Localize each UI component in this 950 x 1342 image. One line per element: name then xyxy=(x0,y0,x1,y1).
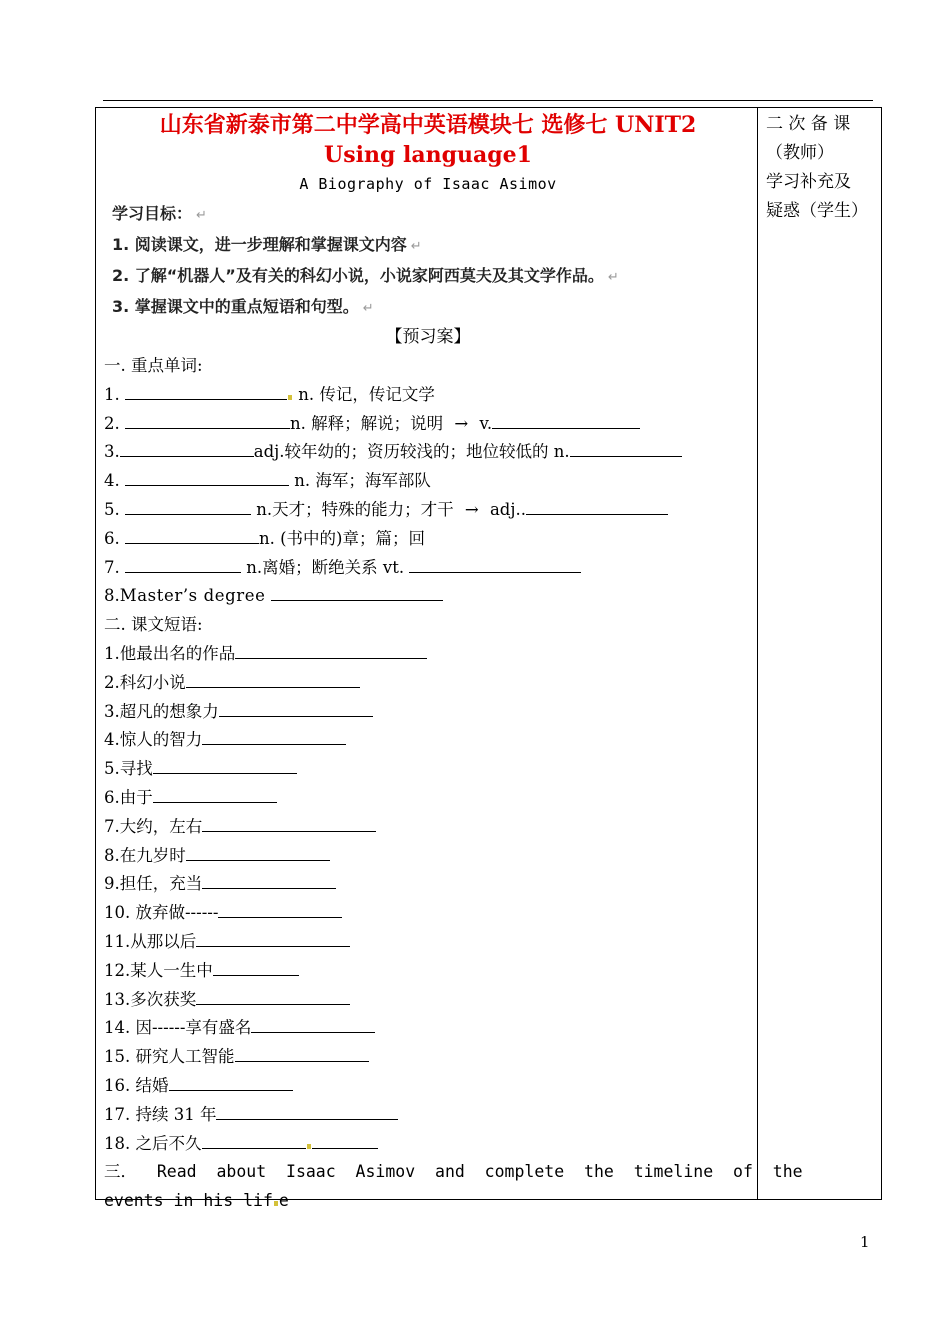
answer-blank[interactable] xyxy=(409,554,581,573)
marker-dot xyxy=(307,1144,311,1149)
vocab-item-3: 3. adj.较年幼的；资历较浅的；地位较低的 n. xyxy=(104,438,752,467)
answer-blank[interactable] xyxy=(125,381,287,400)
answer-blank[interactable] xyxy=(235,640,427,659)
phrase-item-2: 2.科幻小说 xyxy=(104,669,752,698)
phrase-item-5: 5.寻找 xyxy=(104,755,752,784)
phrase-item-17: 17. 持续 31 年 xyxy=(104,1101,752,1130)
side-label-2: （教师） xyxy=(766,143,834,163)
phrase-item-6: 6.由于 xyxy=(104,784,752,813)
return-mark-icon: ↵ xyxy=(196,208,207,223)
marker-dot xyxy=(274,1201,278,1206)
learning-goals xyxy=(112,199,752,323)
answer-blank[interactable] xyxy=(186,669,360,688)
phrase-item-1: 1.他最出名的作品 xyxy=(104,640,752,669)
top-rule xyxy=(103,100,873,101)
answer-blank[interactable] xyxy=(213,957,299,976)
answer-blank[interactable] xyxy=(169,1072,293,1091)
phrase-item-4: 4.惊人的智力 xyxy=(104,726,752,755)
side-label-4: 疑惑（学生） xyxy=(766,201,868,221)
vocab-item-4: 4. n. 海军；海军部队 xyxy=(104,467,752,496)
vocab-item-6: 6. n. (书中的)章；篇；回 xyxy=(104,525,752,554)
arrow-right-icon: → xyxy=(464,499,479,519)
side-column xyxy=(766,110,878,226)
answer-blank[interactable] xyxy=(125,410,290,429)
return-mark-icon: ↵ xyxy=(362,301,374,316)
vocab-item-1: 1. n. 传记，传记文学 xyxy=(104,381,752,410)
phrase-item-12: 12.某人一生中 xyxy=(104,957,752,986)
phrase-item-16: 16. 结婚 xyxy=(104,1072,752,1101)
vocab-item-7: 7. n.离婚；断绝关系 vt. xyxy=(104,554,752,583)
return-mark-icon: ↵ xyxy=(607,270,619,285)
answer-blank[interactable] xyxy=(153,784,277,803)
title-line-1: 山东省新泰市第二中学高中英语模块七 选修七 UNIT2 xyxy=(159,112,697,138)
answer-blank[interactable] xyxy=(312,1130,378,1149)
answer-blank[interactable] xyxy=(125,496,251,515)
goal-item: 2. 了解“机器人”及有关的科幻小说，小说家阿西莫夫及其文学作品。 ↵ xyxy=(112,266,619,285)
section1-heading: 一. 重点单词: xyxy=(104,356,203,375)
phrase-item-11: 11.从那以后 xyxy=(104,928,752,957)
phrase-item-10: 10. 放弃做------ xyxy=(104,899,752,928)
answer-blank[interactable] xyxy=(125,467,289,486)
marker-dot xyxy=(288,395,292,400)
answer-blank[interactable] xyxy=(202,1130,306,1149)
subtitle: A Biography of Isaac Asimov xyxy=(299,175,557,193)
goal-item: 1. 阅读课文，进一步理解和掌握课文内容 ↵ xyxy=(112,235,422,254)
goal-item: 3. 掌握课文中的重点短语和句型。 ↵ xyxy=(112,297,374,316)
arrow-right-icon: → xyxy=(454,413,469,433)
answer-blank[interactable] xyxy=(125,554,241,573)
phrase-item-9: 9.担任，充当 xyxy=(104,870,752,899)
vocab-item-8: 8.Master’s degree xyxy=(104,582,752,611)
side-label-3: 学习补充及 xyxy=(766,172,851,192)
answer-blank[interactable] xyxy=(251,1014,375,1033)
page-number: 1 xyxy=(860,1233,870,1251)
answer-blank[interactable] xyxy=(120,438,254,457)
answer-blank[interactable] xyxy=(153,755,297,774)
phrase-item-13: 13.多次获奖 xyxy=(104,986,752,1015)
column-divider xyxy=(757,107,758,1200)
return-mark-icon: ↵ xyxy=(410,239,422,254)
phrase-item-15: 15. 研究人工智能 xyxy=(104,1043,752,1072)
answer-blank[interactable] xyxy=(196,928,350,947)
phrase-item-14: 14. 因------享有盛名 xyxy=(104,1014,752,1043)
document-title xyxy=(104,110,752,170)
answer-blank[interactable] xyxy=(271,582,443,601)
phrase-item-3: 3.超凡的想象力 xyxy=(104,698,752,727)
answer-blank[interactable] xyxy=(186,842,330,861)
answer-blank[interactable] xyxy=(202,813,376,832)
answer-blank[interactable] xyxy=(216,1101,398,1120)
answer-blank[interactable] xyxy=(218,899,342,918)
phrase-item-8: 8.在九岁时 xyxy=(104,842,752,871)
phrase-item-18: 18. 之后不久 xyxy=(104,1130,752,1159)
answer-blank[interactable] xyxy=(202,726,346,745)
title-line-2: Using language1 xyxy=(324,142,532,168)
answer-blank[interactable] xyxy=(125,525,259,544)
vocab-item-2: 2. n. 解释；解说；说明 → v. xyxy=(104,410,752,439)
phrase-item-7: 7.大约，左右 xyxy=(104,813,752,842)
section2-heading: 二. 课文短语: xyxy=(104,615,203,635)
answer-blank[interactable] xyxy=(492,410,640,429)
goals-heading: 学习目标： ↵ xyxy=(112,204,207,223)
answer-blank[interactable] xyxy=(235,1043,369,1062)
answer-blank[interactable] xyxy=(202,870,336,889)
answer-blank[interactable] xyxy=(219,698,373,717)
section3-instructions: 三． Read about Isaac Asimov and complete the timeline of the events in his lif e xyxy=(104,1162,803,1211)
answer-blank[interactable] xyxy=(196,986,350,1005)
answer-blank[interactable] xyxy=(570,438,682,457)
preview-heading: 【预习案】 xyxy=(385,327,471,347)
vocab-item-5: 5. n.天才；特殊的能力；才干 → adj.. xyxy=(104,496,752,525)
side-label-1: 二 次 备 课 xyxy=(766,114,851,134)
answer-blank[interactable] xyxy=(526,496,668,515)
